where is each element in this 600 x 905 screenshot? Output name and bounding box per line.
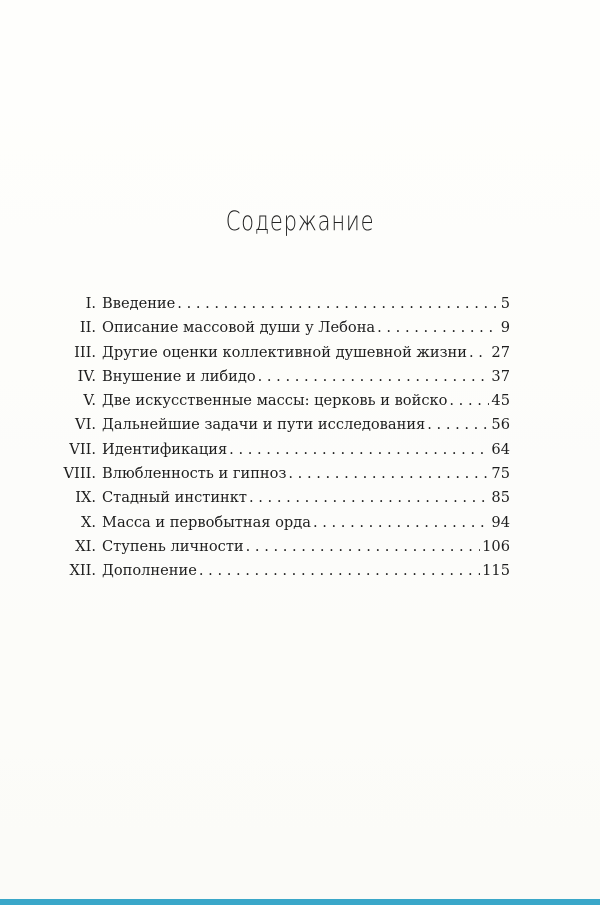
toc-dot-leader: [469, 341, 489, 365]
toc-title: Внушение и либидо: [102, 367, 256, 385]
toc-entry: [40, 511, 510, 535]
table-of-contents: [40, 292, 510, 584]
toc-number: III.: [74, 343, 96, 361]
toc-title: Описание массовой души у Лебона: [102, 319, 376, 337]
page-edge-strip: [0, 899, 600, 905]
toc-number: II.: [79, 319, 96, 337]
toc-number: VIII.: [63, 465, 96, 483]
toc-title: Стадный инстинкт: [102, 489, 247, 507]
toc-page-number: 94: [491, 513, 510, 531]
toc-page-number: 45: [491, 392, 510, 410]
toc-title: Масса и первобытная орда: [102, 513, 311, 531]
toc-entry: [40, 559, 510, 583]
toc-entry: [40, 365, 510, 389]
toc-title: Две искусственные массы: церковь и войско: [102, 392, 448, 410]
toc-title: Ступень личности: [102, 537, 244, 555]
toc-number: VI.: [75, 416, 96, 434]
toc-title: Идентификация: [102, 440, 228, 458]
toc-page-number: 106: [482, 537, 510, 555]
toc-title: Введение: [102, 295, 176, 312]
toc-dot-leader: [199, 559, 480, 583]
toc-dot-leader: [427, 413, 489, 437]
toc-number: V.: [83, 392, 96, 410]
toc-page-number: 27: [491, 343, 510, 361]
toc-number: I.: [85, 295, 96, 312]
toc-entry: [40, 462, 510, 486]
toc-number: IV.: [77, 367, 96, 385]
toc-page-number: 85: [491, 489, 510, 507]
toc-entry: [40, 438, 510, 462]
toc-page-number: 9: [500, 319, 510, 337]
toc-dot-leader: [246, 535, 481, 559]
toc-dot-leader: [377, 316, 499, 340]
toc-dot-leader: [229, 438, 489, 462]
toc-entry: [40, 316, 510, 340]
toc-entry: [40, 341, 510, 365]
page-title: Содержание: [225, 206, 375, 237]
toc-page-number: 64: [491, 440, 510, 458]
toc-number: VII.: [69, 440, 96, 458]
toc-page-number: 75: [491, 465, 510, 483]
toc-page-number: 115: [482, 562, 510, 580]
toc-dot-leader: [177, 292, 498, 316]
toc-dot-leader: [258, 365, 490, 389]
toc-number: XII.: [69, 562, 96, 580]
toc-dot-leader: [449, 389, 489, 413]
toc-dot-leader: [249, 486, 489, 510]
toc-dot-leader: [313, 511, 489, 535]
toc-title: Дополнение: [102, 562, 197, 580]
toc-page-number: 56: [491, 416, 510, 434]
toc-entry: [40, 486, 510, 510]
toc-title: Влюбленность и гипноз: [102, 465, 287, 483]
toc-entry: [40, 413, 510, 437]
toc-title: Другие оценки коллективной душевной жизни: [102, 343, 468, 361]
toc-entry: [40, 389, 510, 413]
toc-title: Дальнейшие задачи и пути исследования: [102, 416, 426, 434]
toc-entry: [40, 292, 510, 316]
toc-entry: [40, 535, 510, 559]
toc-page-number: 5: [500, 295, 510, 312]
toc-number: XI.: [75, 537, 96, 555]
toc-dot-leader: [288, 462, 489, 486]
toc-number: IX.: [75, 489, 96, 507]
toc-number: X.: [80, 513, 96, 531]
toc-page-number: 37: [491, 367, 510, 385]
